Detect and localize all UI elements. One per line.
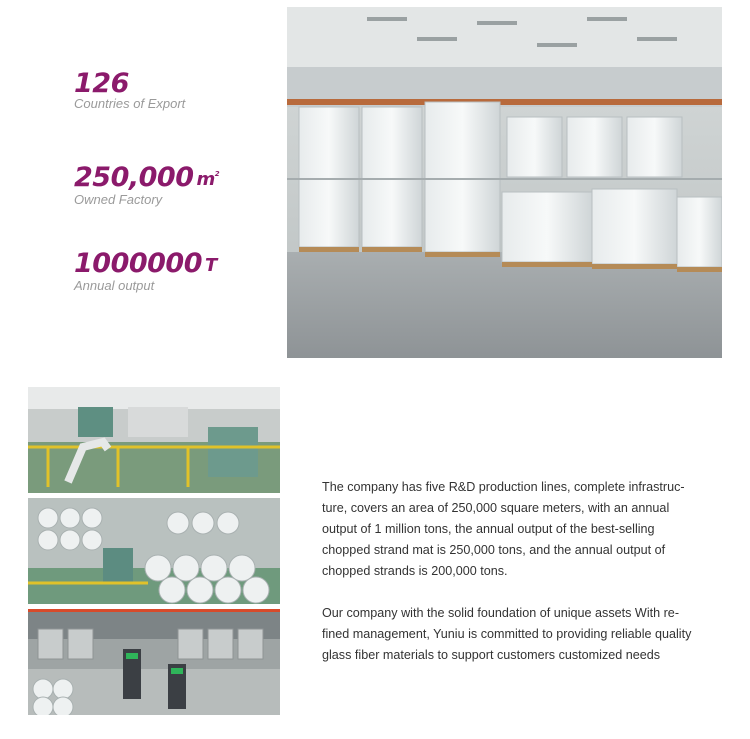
stat-label: Owned Factory: [74, 192, 163, 207]
stat-countries: [74, 70, 185, 111]
factory-photo-agv: [28, 609, 280, 715]
stat-factory: [74, 160, 219, 207]
factory-photo-fiber-rolls: [28, 498, 280, 604]
factory-photo-robot-line: [28, 387, 280, 493]
warehouse-photo: [287, 7, 722, 358]
stat-value: 1000000 T: [74, 248, 217, 279]
description-paragraph-1: The company has five R&D production lines, complete infrastruc-ture, covers an area of 250,000 square meters, with an annual output of 1 million tons, the annual output of the best-selling chopped strand mat is 250,000 tons, and the annual output of chopped strands is 200,000 tons.: [322, 480, 685, 578]
stat-output: [74, 250, 217, 293]
stat-value: 126: [74, 68, 129, 99]
stat-unit: $m^2$: [196, 169, 220, 190]
stat-label: Annual output: [74, 278, 155, 293]
stat-value: 250,000 $m^2$: [74, 162, 220, 193]
stat-unit: T: [205, 255, 217, 276]
description-paragraph-2: Our company with the solid foundation of unique assets With re-fined management, Yuniu is committed to providing reliable quality glass fiber materials to support customers customized needs: [322, 606, 692, 662]
stat-label: Countries of Export: [74, 96, 186, 111]
company-description: [322, 477, 700, 666]
